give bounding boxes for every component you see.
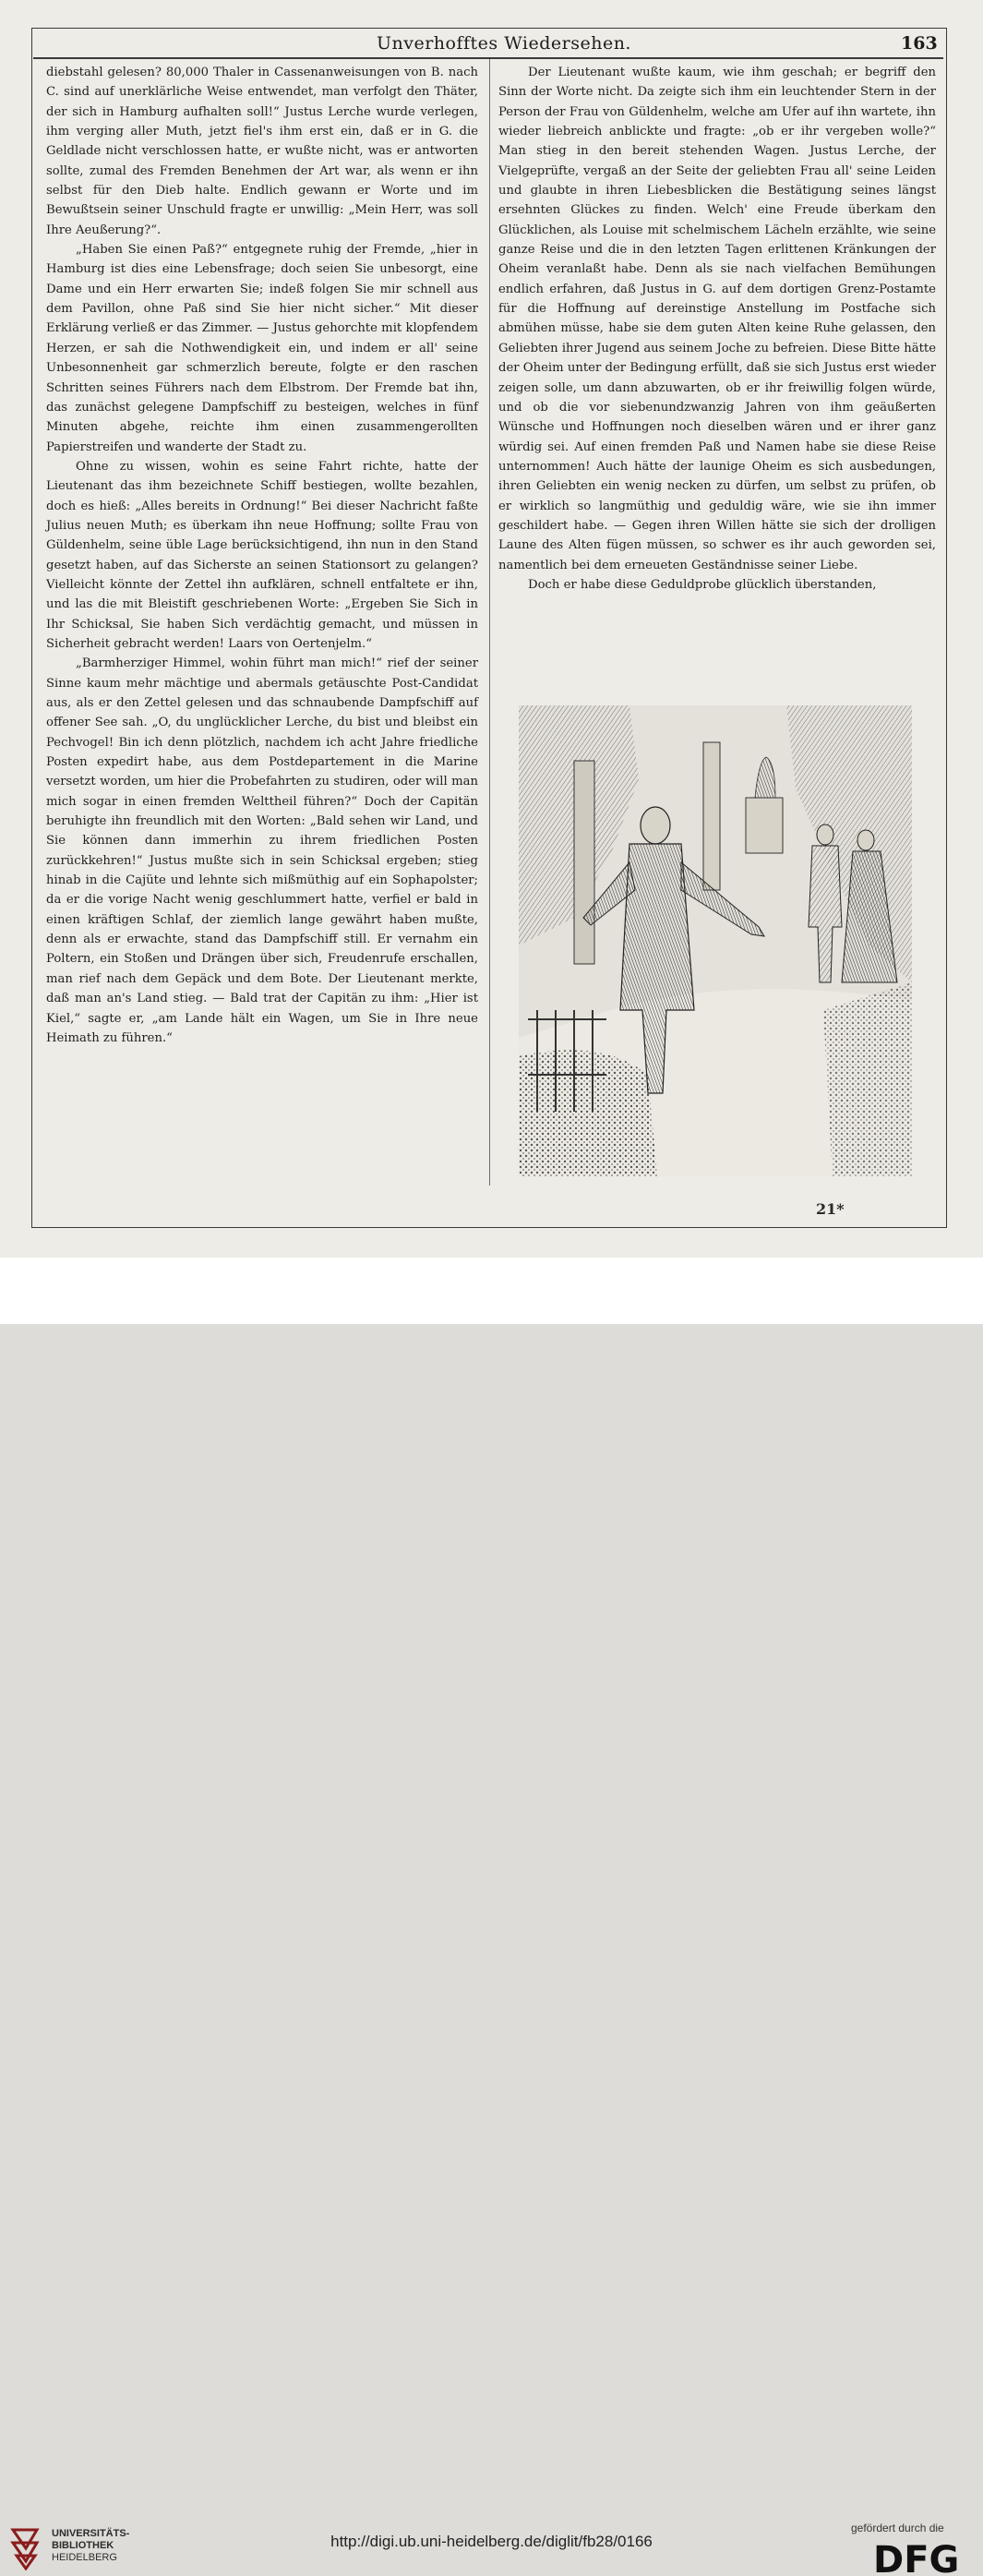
paragraph: Der Lieutenant wußte kaum, wie ihm geschah; er begriff den Sinn der Worte nicht. Da zeigte sich ihm ein leuchtender Stern in der Person der Frau von Güldenhelm, welche am Ufer auf ihn wartete, ihn wieder liebreich anblickte und fragte: „ob er ihr vergeben wolle?“ Man stieg in den bereit stehenden Wagen. Justus Lerche, der Vielgeprüfte, vergaß an der Seite der geliebten Frau all' seine Leiden und glaubte in ihren Liebesblicken die Bestätigung seines längst ersehnten Glückes zu finden. Welch' eine Freude überkam den Glücklichen, als Louise mit schelmischem Lächeln erzählte, wie seine ganze Reise und die in den letzten Tagen erlittenen Kränkungen der Oheim veranlaßt habe. Denn als sie nach vielfachen Bemühungen endlich erfahren, daß Justus in G. auf dem dortigen Grenz-Postamte für die Hoffnung auf dereinstige Anstellung im Postfache sich abmühen müsse, habe sie dem guten Alten keine Ruhe gelassen, den Geliebten ihrer Jugend aus seinem Joche zu befreien. Diese Bitte hätte der Oheim unter der Bedingung erfüllt, daß sie sich Justus erst wieder zeigen solle, um dann abzuwarten, ob er ihr freiwillig folgen würde, und ob die vor siebenundzwanzig Jahren von ihm geäußerten Wünsche und Hoffnungen noch dieselben wären und er ihrer ganz würdig sei. Auf einen fremden Paß und Namen habe sie diese Reise unternommen! Auch hätte der launige Oheim es sich ausbedungen, ihren Geliebten ein wenig necken zu dürfen, um selbst zu prüfen, ob er wirklich so langmüthig und geduldig wäre, wie sie ihn immer geschildert habe. — Gegen ihren Willen hätte sie sich der drolligen Laune des Alten fügen müssen, so schwer es ihr auch geworden sei, namentlich bei dem erneueten Geständnisse seiner Liebe. <box>498 66 936 572</box>
sheet-signature: 21* <box>816 1200 845 1218</box>
running-title: Unverhofftes Wiedersehen. <box>377 33 631 54</box>
paragraph: diebstahl gelesen? 80,000 Thaler in Cassenanweisungen von B. nach C. sind auf unerklärliche Weise entwendet, man verfolgt den Thäter, der sich in Hamburg aufhalten soll!“ Justus Lerche wurde verlegen, ihm verging aller Muth, jetzt fiel's ihm erst ein, daß er in G. die Geldlade nicht verschlossen hatte, er wußte nicht, was er antworten sollte, zumal des Fremden Benehmen der Art war, als wenn er ihn selbst für den Dieb halte. Endlich gewann er Worte und im Bewußtsein seiner Unschuld fragte er unwillig: „Mein Herr, was soll Ihre Aeußerung?“. <box>46 66 478 237</box>
page-number: 163 <box>901 33 938 54</box>
paragraph: „Haben Sie einen Paß?“ entgegnete ruhig der Fremde, „hier in Hamburg ist dies eine Lebensfrage; doch seien Sie unbesorgt, eine Dame und ein Herr erwarten Sie; indeß folgen Sie mir schnell aus dem Pavillon, ohne Paß sind Sie hier nicht sicher.“ Mit dieser Erklärung verließ er das Zimmer. — Justus gehorchte mit klopfendem Herzen, er sah die Nothwendigkeit ein, und indem er all' seine Unbesonnenheit gar schmerzlich bereute, folgte er den raschen Schritten seines Führers nach dem Elbstrom. Der Fremde bat ihn, das zunächst gelegene Dampfschiff zu besteigen, welches in fünf Minuten abgehe, reichte ihm einen zusammengerollten Papierstreifen und wanderte der Stadt zu. <box>46 243 478 454</box>
header-rule <box>33 57 943 59</box>
engraving-illustration <box>519 705 912 1176</box>
paragraph: Ohne zu wissen, wohin es seine Fahrt richte, hatte der Lieutenant das ihm bezeichnete Schiff bestiegen, wollte bezahlen, doch es hieß: „Alles bereits in Ordnung!“ Bei dieser Nachricht faßte Julius neuen Muth; es überkam ihn neue Hoffnung; sollte Frau von Güldenhelm, seine üble Lage berücksichtigend, ihn nun in den Stand gesetzt haben, auf das Sicherste an seinen Stationsort zu gelangen? Vielleicht könnte der Zettel ihn aufklären, schnell entfaltete er ihn, und las die mit Bleistift geschriebenen Worte: „Ergeben Sie Sich in Ihr Schicksal, Sie haben Sich verdächtig gemacht, und müssen in Sicherheit gebracht werden! Laars von Oertenjelm.“ <box>46 459 478 651</box>
library-name-line: BIBLIOTHEK <box>52 2540 114 2551</box>
right-column <box>498 63 936 595</box>
dfg-logo-icon[interactable] <box>873 2539 969 2576</box>
funding-note: gefördert durch die <box>851 2522 944 2534</box>
paragraph: Doch er habe diese Geduldprobe glücklich überstanden, <box>528 577 877 592</box>
column-divider <box>489 59 490 1186</box>
running-head <box>0 30 983 57</box>
library-name-line: UNIVERSITÄTS- <box>52 2528 130 2539</box>
left-column <box>46 63 478 1048</box>
scanned-page <box>0 0 983 1258</box>
paragraph: „Barmherziger Himmel, wohin führt man mich!“ rief der seiner Sinne kaum mehr mächtige und abermals getäuschte Post-Candidat aus, als er den Zettel gelesen und das schnaubende Dampfschiff auf offener See sah. „O, du unglücklicher Lerche, du bist und bleibst ein Pechvogel! Bin ich denn plötzlich, nachdem ich acht Jahre friedliche Posten expedirt habe, aus dem Postdepartement in die Marine versetzt worden, um hier die Probefahrten zu studiren, oder will man mich sogar in einen fremden Welttheil führen?“ Doch der Capitän beruhigte ihn freundlich mit den Worten: „Bald sehen wir Land, und Sie können dann immerhin zu ihrem friedlichen Posten zurückkehren!“ Justus mußte sich in sein Schicksal ergeben; stieg hinab in die Cajüte und lehnte sich mißmüthig auf ein Sophapolster; da er die vorige Nacht wenig geschlummert hatte, verfiel er bald in einen kräftigen Schlaf, der ziemlich lange gewährt haben mußte, denn als er erwachte, stand das Dampfschiff still. Er vernahm ein Poltern, ein Stoßen und Drängen über sich, Freudenrufe erschallen, man rief nach dem Gepäck und dem Bote. Der Lieutenant merkte, daß man an's Land stieg. — Bald trat der Capitän zu ihm: „Hier ist Kiel,“ sagte er, „am Lande hält ein Wagen, um Sie in Ihre neue Heimath zu führen.“ <box>46 656 478 1045</box>
library-name-line: HEIDELBERG <box>52 2552 117 2563</box>
dfg-logo-text: DFG <box>873 2539 960 2576</box>
viewer-footer <box>0 1258 983 2576</box>
permalink-url[interactable]: http://digi.ub.uni-heidelberg.de/diglit/fb28/0166 <box>330 2533 653 2550</box>
